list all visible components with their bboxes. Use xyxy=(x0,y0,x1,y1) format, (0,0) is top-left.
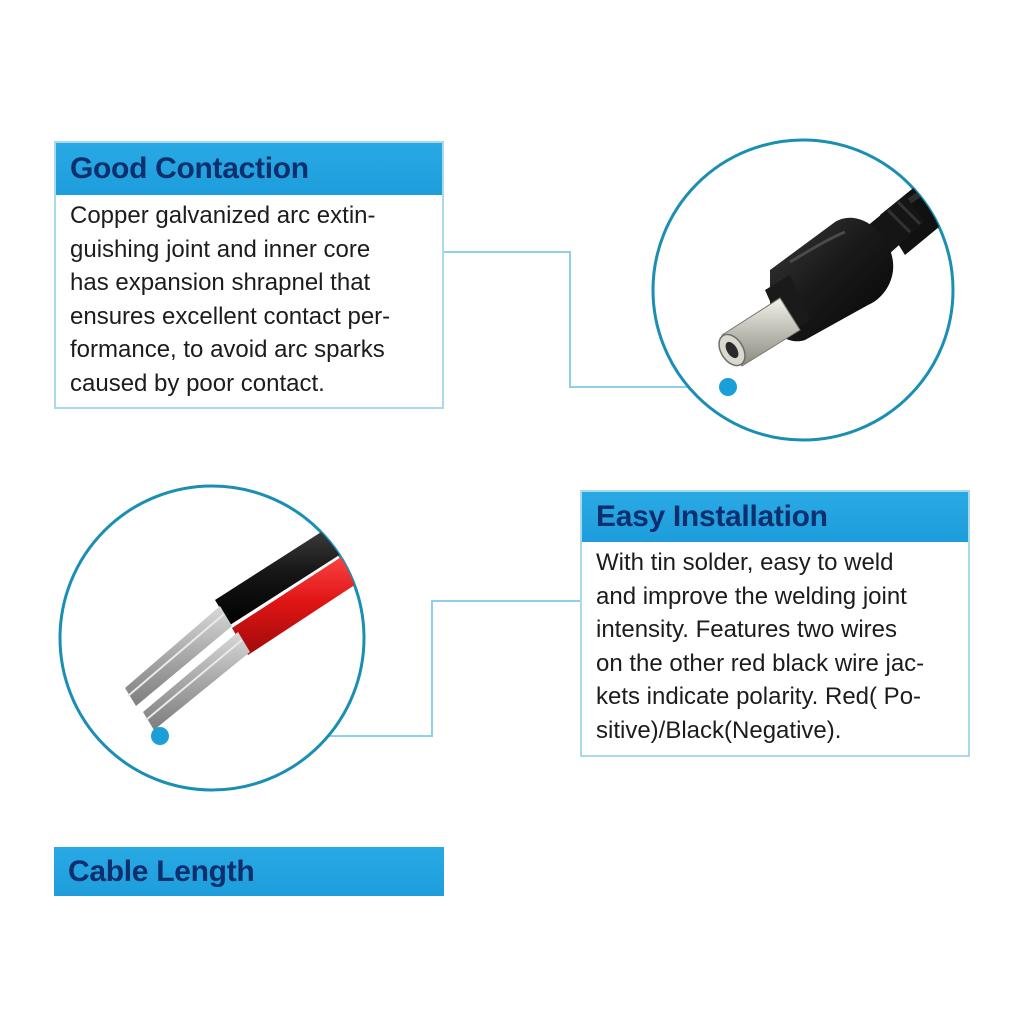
good-contaction-line: has expansion shrapnel that xyxy=(70,269,371,296)
easy-installation-line: and improve the welding joint xyxy=(596,582,907,610)
dc-plug-image xyxy=(653,140,990,440)
easy-installation-panel xyxy=(580,490,970,757)
good-contaction-line: Copper galvanized arc extin- xyxy=(70,202,376,229)
cable-length-title: Cable Length xyxy=(54,847,444,896)
dot-plug xyxy=(719,378,737,396)
cable-length-panel xyxy=(54,847,444,896)
dot-wires xyxy=(151,727,169,745)
good-contaction-panel xyxy=(54,141,444,409)
easy-installation-line: kets indicate polarity. Red( Po- xyxy=(596,683,922,710)
easy-installation-line: on the other red black wire jac- xyxy=(596,649,925,677)
connector-good-contaction xyxy=(444,252,728,387)
easy-installation-text xyxy=(582,542,968,747)
easy-installation-title: Easy Installation xyxy=(582,492,968,542)
good-contaction-text xyxy=(56,195,442,400)
easy-installation-line: intensity. Features two wires xyxy=(596,616,897,643)
connector-easy-installation xyxy=(160,601,580,736)
good-contaction-line: guishing joint and inner core xyxy=(70,235,371,263)
easy-installation-line: With tin solder, easy to weld xyxy=(596,549,894,576)
good-contaction-line: formance, to avoid arc sparks xyxy=(70,336,385,363)
wires-image xyxy=(60,486,370,790)
good-contaction-line: ensures excellent contact per- xyxy=(70,302,391,330)
good-contaction-title: Good Contaction xyxy=(56,143,442,195)
easy-installation-line: sitive)/Black(Negative). xyxy=(596,716,842,744)
good-contaction-line: caused by poor contact. xyxy=(70,369,325,397)
